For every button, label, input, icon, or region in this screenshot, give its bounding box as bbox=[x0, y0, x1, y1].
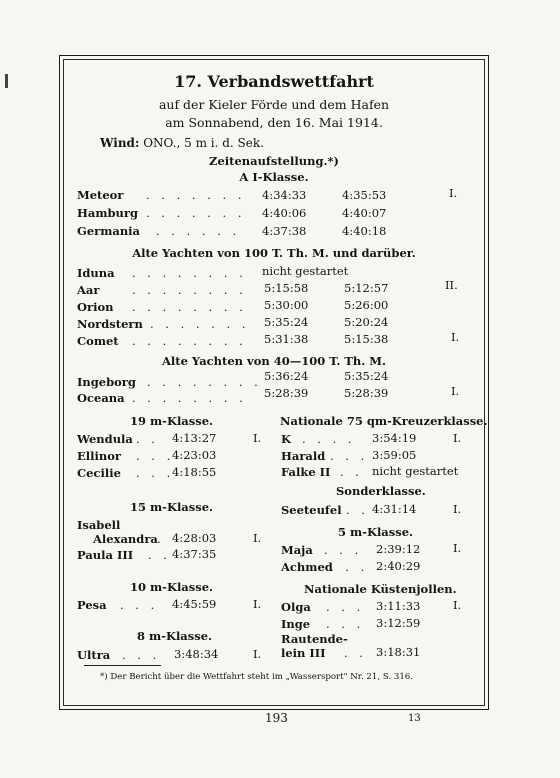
section-heading-kusten: Nationale Küstenjollen. bbox=[304, 582, 457, 596]
yacht-name: K bbox=[281, 432, 291, 446]
leader-dots: . . . bbox=[136, 449, 175, 463]
corrected-time: 5:26:00 bbox=[344, 298, 389, 312]
prize-mark: I. bbox=[451, 384, 460, 398]
leader-dots: . . bbox=[344, 646, 367, 660]
yacht-name: Meteor bbox=[77, 188, 124, 202]
yacht-name: Aar bbox=[77, 283, 100, 297]
elapsed-time: 4:37:38 bbox=[262, 224, 307, 238]
prize-mark: I. bbox=[451, 330, 460, 344]
elapsed-time: 5:30:00 bbox=[264, 298, 309, 312]
leader-dots: . . bbox=[148, 548, 171, 562]
finish-time: 4:13:27 bbox=[172, 431, 217, 445]
section-heading-sonder: Sonderklasse. bbox=[336, 484, 426, 498]
finish-time: 3:54:19 bbox=[372, 431, 417, 445]
elapsed-time: 4:34:33 bbox=[262, 188, 307, 202]
yacht-name: Orion bbox=[77, 300, 114, 314]
yacht-name: Isabell bbox=[77, 518, 121, 532]
date-line: am Sonnabend, den 16. Mai 1914. bbox=[165, 115, 383, 130]
prize-mark: II. bbox=[445, 278, 458, 292]
yacht-name: Maja bbox=[281, 543, 313, 557]
leader-dots: . . . . . . bbox=[156, 224, 241, 238]
leader-dots: . . . bbox=[330, 449, 369, 463]
yacht-name: Wendula bbox=[77, 432, 133, 446]
finish-time: 3:59:05 bbox=[372, 448, 417, 462]
section-heading-m19: 19 m-Klasse. bbox=[130, 414, 214, 428]
wind-value: ONO., 5 m i. d. Sek. bbox=[143, 136, 264, 150]
elapsed-time: nicht gestartet bbox=[262, 264, 349, 278]
finish-time: nicht gestartet bbox=[372, 464, 459, 478]
leader-dots: . . . . . . . bbox=[146, 206, 246, 220]
yacht-name-cont: Alexandra bbox=[93, 532, 158, 546]
leader-dots: . . bbox=[346, 503, 369, 517]
yacht-name: Seeteufel bbox=[281, 503, 342, 517]
finish-time: 3:18:31 bbox=[376, 645, 421, 659]
prize-mark: I. bbox=[453, 502, 462, 516]
finish-time: 3:48:34 bbox=[174, 647, 219, 661]
leader-dots: . . . . . . . . bbox=[147, 375, 262, 389]
yacht-name: Falke II bbox=[281, 465, 331, 479]
yacht-name: Olga bbox=[281, 600, 311, 614]
page-number: 193 bbox=[265, 711, 288, 725]
finish-time: 2:39:12 bbox=[376, 542, 421, 556]
yacht-name: Paula III bbox=[77, 548, 134, 562]
yacht-name: Harald bbox=[281, 449, 326, 463]
section-heading-m5: 5 m-Klasse. bbox=[338, 525, 414, 539]
corrected-time: 5:20:24 bbox=[344, 315, 389, 329]
leader-dots: . . . . . . . . bbox=[132, 266, 247, 280]
yacht-name: Achmed bbox=[281, 560, 333, 574]
corrected-time: 4:40:18 bbox=[342, 224, 387, 238]
finish-time: 4:37:35 bbox=[172, 547, 217, 561]
corrected-time: 5:15:38 bbox=[344, 332, 389, 346]
prize-mark: I. bbox=[453, 541, 462, 555]
yacht-name: Comet bbox=[77, 334, 119, 348]
prize-mark: I. bbox=[253, 531, 262, 545]
leader-dots: . . . . bbox=[302, 432, 356, 446]
results-heading: Zeitenaufstellung.*) bbox=[209, 154, 339, 168]
leader-dots: . . . bbox=[136, 466, 175, 480]
leader-dots: . . . . . . . . bbox=[132, 391, 247, 405]
yacht-name: Hamburg bbox=[77, 206, 138, 220]
finish-time: 4:18:55 bbox=[172, 465, 217, 479]
yacht-name: Oceana bbox=[77, 391, 125, 405]
leader-dots: . . . bbox=[330, 560, 369, 574]
finish-time: 2:40:29 bbox=[376, 559, 421, 573]
page-title: 17. Verbandswettfahrt bbox=[174, 72, 374, 91]
leader-dots: . . . bbox=[326, 617, 365, 631]
leader-dots: . . bbox=[340, 465, 363, 479]
section-heading-alte40: Alte Yachten von 40—100 T. Th. M. bbox=[161, 354, 387, 368]
sheet-number: 13 bbox=[408, 713, 421, 724]
elapsed-time: 5:35:24 bbox=[264, 315, 309, 329]
corrected-time: 5:35:24 bbox=[344, 369, 389, 383]
yacht-name: Nordstern bbox=[77, 317, 143, 331]
elapsed-time: 5:28:39 bbox=[264, 386, 309, 400]
yacht-name: Ingeborg bbox=[77, 375, 136, 389]
leader-dots: . . . bbox=[324, 543, 363, 557]
section-heading-m8: 8 m-Klasse. bbox=[137, 629, 213, 643]
finish-time: 3:12:59 bbox=[376, 616, 421, 630]
elapsed-time: 5:15:58 bbox=[264, 281, 309, 295]
corrected-time: 5:28:39 bbox=[344, 386, 389, 400]
section-heading-m15: 15 m-Klasse. bbox=[130, 500, 214, 514]
yacht-name: Iduna bbox=[77, 266, 115, 280]
section-heading-a1: A I-Klasse. bbox=[239, 170, 309, 184]
yacht-name: Rautende- bbox=[281, 632, 348, 646]
prize-mark: I. bbox=[253, 597, 262, 611]
leader-dots: . . . . . . . . bbox=[132, 334, 247, 348]
finish-time: 4:31:14 bbox=[372, 502, 417, 516]
leader-dots: . . . bbox=[122, 648, 161, 662]
leader-dots: . . . . . . . . bbox=[132, 283, 247, 297]
elapsed-time: 5:31:38 bbox=[264, 332, 309, 346]
corrected-time: 4:40:07 bbox=[342, 206, 387, 220]
leader-dots: . . bbox=[136, 432, 159, 446]
yacht-name: Pesa bbox=[77, 598, 107, 612]
prize-mark: I. bbox=[453, 598, 462, 612]
leader-dots: . . . bbox=[326, 600, 365, 614]
prize-mark: I. bbox=[253, 431, 262, 445]
yacht-name: Ellinor bbox=[77, 449, 121, 463]
leader-dots: . . . . . . . . bbox=[132, 300, 247, 314]
section-heading-nat75: Nationale 75 qm-Kreuzerklasse. bbox=[280, 414, 488, 428]
wind-label: Wind: bbox=[100, 136, 140, 150]
location-line: auf der Kieler Förde und dem Hafen bbox=[158, 97, 390, 112]
prize-mark: I. bbox=[453, 431, 462, 445]
corrected-time: 5:12:57 bbox=[344, 281, 389, 295]
yacht-name-cont: lein III bbox=[281, 646, 326, 660]
yacht-name: Inge bbox=[281, 617, 311, 631]
finish-time: 4:45:59 bbox=[172, 597, 217, 611]
finish-time: 4:23:03 bbox=[172, 448, 217, 462]
elapsed-time: 5:36:24 bbox=[264, 369, 309, 383]
leader-dots: . . . . . . . bbox=[146, 188, 246, 202]
yacht-name: Ultra bbox=[77, 648, 111, 662]
leader-dots: . bbox=[157, 532, 165, 546]
finish-time: 3:11:33 bbox=[376, 599, 421, 613]
wind-line bbox=[100, 136, 264, 150]
section-heading-m10: 10 m-Klasse. bbox=[130, 580, 214, 594]
footnote-rule bbox=[84, 665, 161, 666]
leader-dots: . . . bbox=[120, 598, 159, 612]
elapsed-time: 4:40:06 bbox=[262, 206, 307, 220]
corrected-time: 4:35:53 bbox=[342, 188, 387, 202]
prize-mark: I. bbox=[449, 186, 458, 200]
leader-dots: . . . . . . . bbox=[150, 317, 250, 331]
finish-time: 4:28:03 bbox=[172, 531, 217, 545]
yacht-name: Germania bbox=[77, 224, 140, 238]
footnote: *) Der Bericht über die Wettfahrt steht im „Wassersport" Nr. 21, S. 316. bbox=[100, 672, 413, 682]
yacht-name: Cecilie bbox=[77, 466, 121, 480]
prize-mark: I. bbox=[253, 647, 262, 661]
section-heading-alte100: Alte Yachten von 100 T. Th. M. und darüber. bbox=[132, 246, 416, 260]
page-edge-mark bbox=[5, 74, 8, 88]
